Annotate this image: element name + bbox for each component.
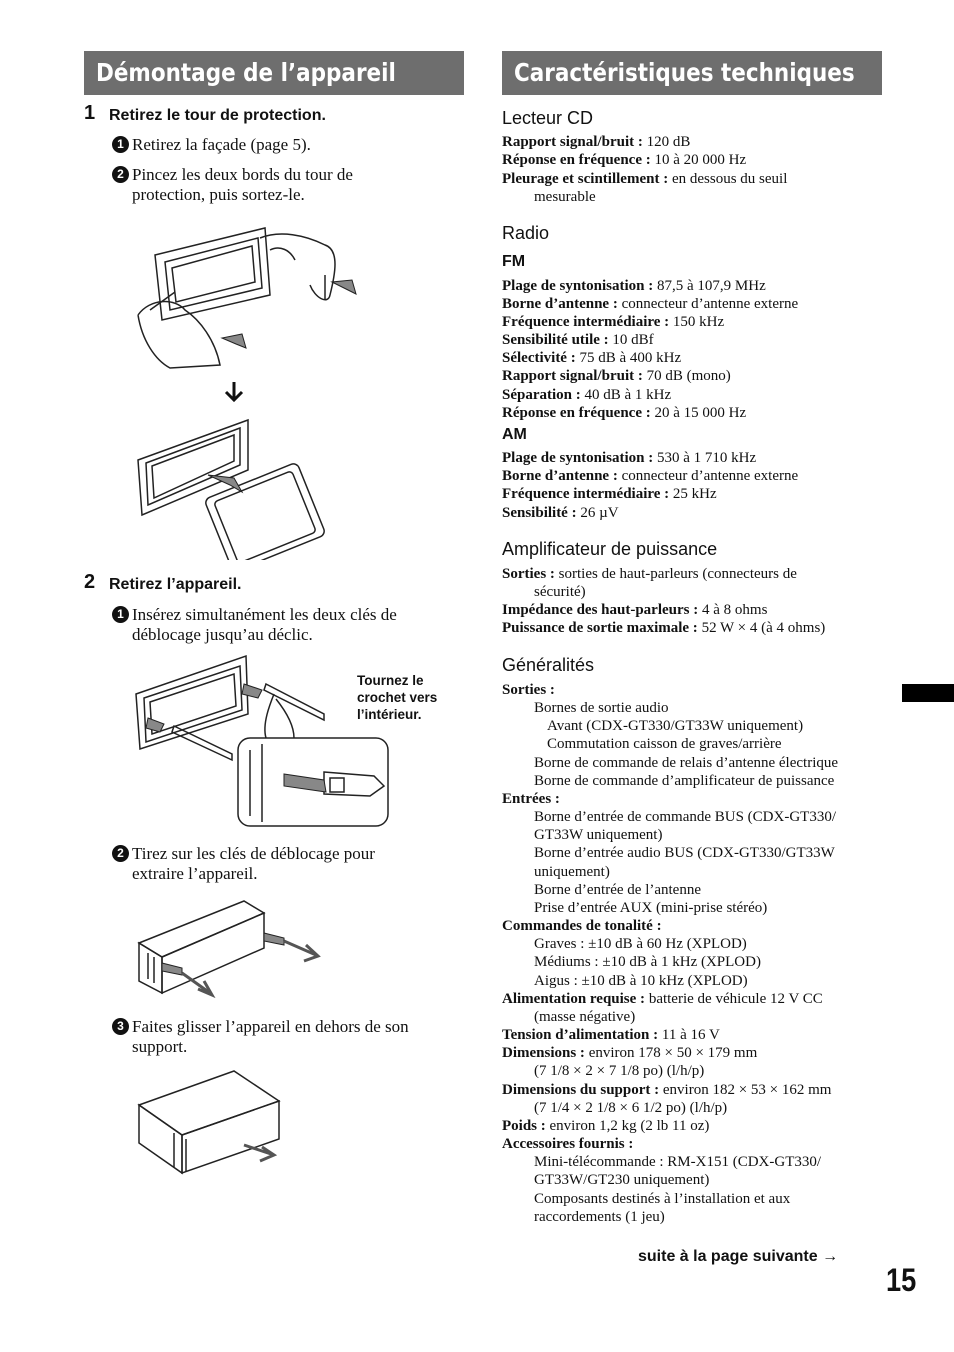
substep-badge: 3 (112, 1018, 129, 1035)
spec-continuation: (masse négative) (534, 1009, 636, 1025)
substep-text: support. (132, 1037, 188, 1056)
spec-line: Impédance des haut-parleurs : 4 à 8 ohms (502, 602, 768, 618)
spec-item: Borne d’entrée audio BUS (CDX-GT330/GT33W (534, 845, 835, 861)
spec-item: Borne de commande d’amplificateur de puissance (534, 773, 835, 789)
substep-text: protection, puis sortez-le. (132, 185, 305, 204)
spec-label: Sorties : (502, 682, 555, 698)
section-title: Démontage de l’appareil (96, 58, 396, 87)
section-header-demontage (84, 51, 464, 95)
spec-item: Borne de commande de relais d’antenne électrique (534, 755, 839, 771)
spec-line: Borne d’antenne : connecteur d’antenne externe (502, 468, 799, 484)
spec-item: Aigus : ±10 dB à 10 kHz (XPLOD) (534, 973, 748, 989)
spec-label: Accessoires fournis : (502, 1136, 634, 1152)
spec-line: Puissance de sortie maximale : 52 W × 4 (à 4 ohms) (502, 620, 826, 636)
step-title: Retirez l’appareil. (109, 576, 242, 593)
spec-line: Sensibilité : 26 µV (502, 505, 619, 521)
substep-badge: 1 (112, 136, 129, 153)
spec-item: Prise d’entrée AUX (mini-prise stéréo) (534, 900, 768, 916)
spec-continuation: (7 1/8 × 2 × 7 1/8 po) (l/h/p) (534, 1063, 705, 1079)
substep-text: Faites glisser l’appareil en dehors de son (132, 1017, 409, 1036)
spec-line: Pleurage et scintillement : en dessous du seuil (502, 171, 788, 187)
spec-item: Borne d’entrée de commande BUS (CDX-GT330/ (534, 809, 837, 825)
subheading-lecteur-cd: Lecteur CD (502, 108, 594, 128)
step-number: 1 (84, 102, 96, 124)
spec-line: Plage de syntonisation : 87,5 à 107,9 MHz (502, 278, 766, 294)
spec-line: Borne d’antenne : connecteur d’antenne externe (502, 296, 799, 312)
substep-text: déblocage jusqu’au déclic. (132, 625, 313, 644)
substep-text: Insérez simultanément les deux clés de (132, 605, 397, 624)
band-label-fm: FM (502, 253, 526, 270)
spec-item: Graves : ±10 dB à 60 Hz (XPLOD) (534, 936, 747, 952)
subheading-radio: Radio (502, 223, 550, 243)
callout-text (357, 672, 437, 723)
step-title: Retirez le tour de protection. (109, 107, 326, 124)
spec-line: Fréquence intermédiaire : 150 kHz (502, 314, 725, 330)
spec-item: Composants destinés à l’installation et aux (534, 1191, 791, 1207)
spec-item: Avant (CDX-GT330/GT33W uniquement) (547, 718, 804, 734)
continued-notice: suite à la page suivante → (638, 1248, 839, 1265)
section-title: Caractéristiques techniques (514, 58, 855, 87)
substep-badge: 2 (112, 845, 129, 862)
step-number: 2 (84, 571, 96, 593)
spec-label: Commandes de tonalité : (502, 918, 662, 934)
spec-line: Sélectivité : 75 dB à 400 kHz (502, 350, 682, 366)
substep-badge: 2 (112, 166, 129, 183)
spec-item: GT33W/GT230 uniquement) (534, 1172, 710, 1188)
spec-item: uniquement) (534, 864, 610, 880)
frame-removal-illustration (130, 220, 370, 560)
spec-item: Mini-télécommande : RM-X151 (CDX-GT330/ (534, 1154, 822, 1170)
spec-item: Bornes de sortie audio (534, 700, 669, 716)
spec-item: Commutation caisson de graves/arrière (547, 736, 782, 752)
page-number: 15 (886, 1262, 917, 1298)
spec-line: Dimensions : environ 178 × 50 × 179 mm (502, 1045, 758, 1061)
spec-line: Dimensions du support : environ 182 × 53 × 162 mm (502, 1082, 832, 1098)
spec-line: Sensibilité utile : 10 dBf (502, 332, 654, 348)
spec-line: Rapport signal/bruit : 70 dB (mono) (502, 368, 731, 384)
spec-line: Réponse en fréquence : 10 à 20 000 Hz (502, 152, 747, 168)
section-tab-marker (902, 684, 954, 702)
callout-line: l’intérieur. (357, 707, 422, 722)
slide-out-illustration (134, 1063, 284, 1178)
substep-badge: 1 (112, 606, 129, 623)
pull-unit-illustration (134, 893, 324, 1003)
substep-text: Retirez la façade (page 5). (132, 135, 311, 154)
band-label-am: AM (502, 426, 527, 443)
spec-line: Rapport signal/bruit : 120 dB (502, 134, 691, 150)
spec-line: Plage de syntonisation : 530 à 1 710 kHz (502, 450, 757, 466)
spec-item: Médiums : ±10 dB à 1 kHz (XPLOD) (534, 954, 761, 970)
spec-continuation: sécurité) (534, 584, 586, 600)
callout-line: Tournez le (357, 673, 424, 688)
callout-line: crochet vers (357, 690, 438, 705)
spec-label: Entrées : (502, 791, 560, 807)
section-header-caracteristiques (502, 51, 882, 95)
spec-line: Sorties : sorties de haut-parleurs (connecteurs de (502, 566, 797, 582)
spec-item: GT33W uniquement) (534, 827, 663, 843)
substep-text: extraire l’appareil. (132, 864, 258, 883)
spec-item: Borne d’entrée de l’antenne (534, 882, 701, 898)
spec-continuation: (7 1/4 × 2 1/8 × 6 1/2 po) (l/h/p) (534, 1100, 728, 1116)
substep-text: Tirez sur les clés de déblocage pour (132, 844, 375, 863)
substep-text: Pincez les deux bords du tour de (132, 165, 353, 184)
spec-line: Séparation : 40 dB à 1 kHz (502, 387, 672, 403)
spec-line: Fréquence intermédiaire : 25 kHz (502, 486, 717, 502)
subheading-amplificateur: Amplificateur de puissance (502, 539, 718, 559)
subheading-generalites: Généralités (502, 655, 595, 675)
spec-line: Tension d’alimentation : 11 à 16 V (502, 1027, 720, 1043)
spec-line: Réponse en fréquence : 20 à 15 000 Hz (502, 405, 747, 421)
spec-line: Poids : environ 1,2 kg (2 lb 11 oz) (502, 1118, 710, 1134)
spec-continuation: mesurable (534, 189, 596, 205)
spec-line: Alimentation requise : batterie de véhicule 12 V CC (502, 991, 823, 1007)
spec-item: raccordements (1 jeu) (534, 1209, 665, 1225)
